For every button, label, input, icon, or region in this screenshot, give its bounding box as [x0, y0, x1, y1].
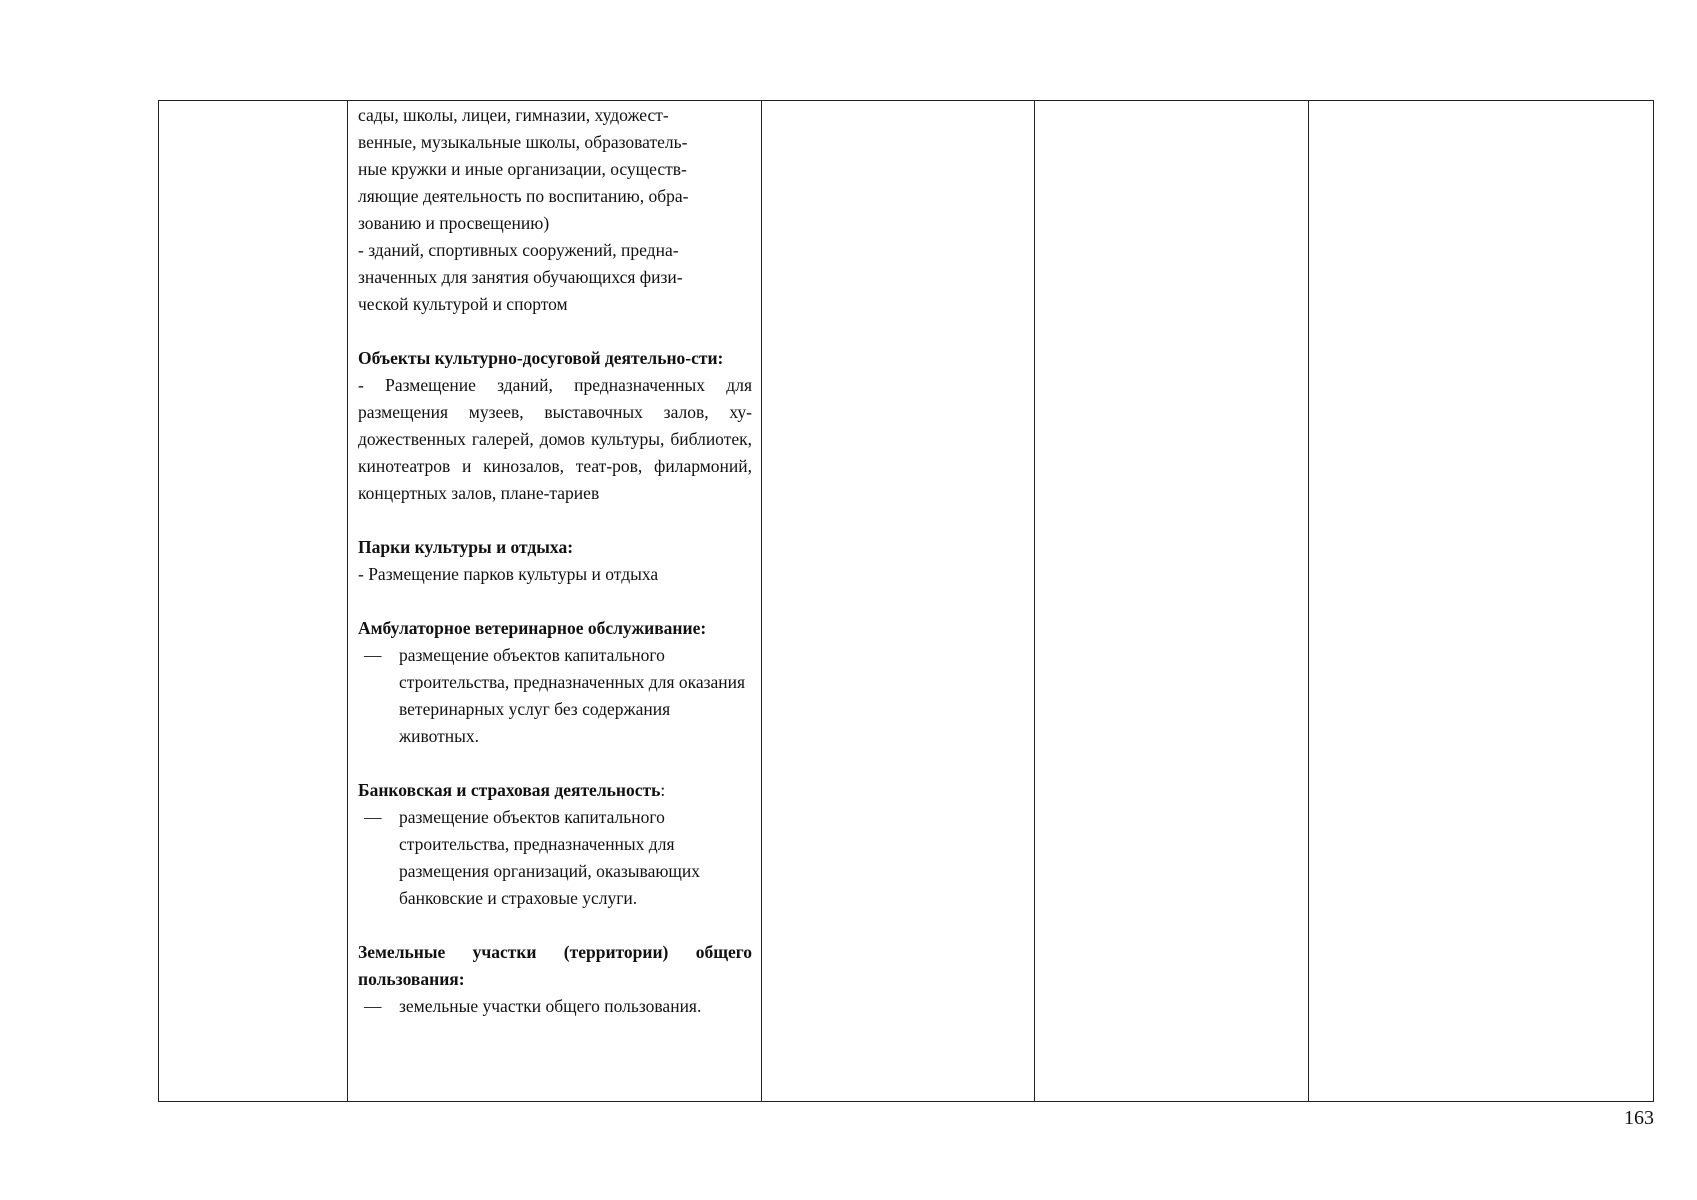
bank-list-item — [358, 804, 752, 912]
parks-heading: Парки культуры и отдыха: — [358, 537, 574, 557]
bank-heading-line — [358, 777, 752, 804]
dash-marker: — — [364, 807, 382, 827]
intro-block — [358, 102, 752, 318]
vet-heading: Амбулаторное ветеринарное обслуживание: — [358, 618, 707, 638]
intro-line: ные кружки и иные организации, осуществ- — [358, 159, 687, 179]
spacer — [358, 588, 752, 615]
bank-colon: : — [660, 780, 666, 800]
intro-line: - зданий, спортивных сооружений, предна- — [358, 240, 679, 260]
spacer — [358, 507, 752, 534]
vet-text: размещение объектов капитального строительства, предназначенных для оказания ветеринарных услуг без содержания животных. — [399, 645, 746, 746]
table-cell-col4 — [1035, 101, 1309, 1101]
land-heading: Земельные участки (территории) общего пользования: — [358, 942, 752, 989]
bank-text: размещение объектов капитального строительства, предназначенных для размещения организаций, оказывающих банковские и страховые услуги. — [399, 807, 701, 908]
dash-marker: — — [364, 996, 382, 1016]
intro-line: венные, музыкальные школы, образователь- — [358, 132, 688, 152]
land-text: земельные участки общего пользования. — [399, 996, 702, 1016]
spacer — [358, 750, 752, 777]
intro-line: сады, школы, лицеи, гимназии, художест- — [358, 105, 669, 125]
spacer — [358, 912, 752, 939]
table-cell-col3 — [762, 101, 1035, 1101]
document-table — [158, 100, 1654, 1102]
land-list-item — [358, 993, 752, 1020]
dash-marker: — — [364, 645, 382, 665]
spacer — [358, 318, 752, 345]
table-cell-permitted-uses — [348, 101, 762, 1101]
bank-heading: Банковская и страховая деятельность — [358, 780, 661, 800]
intro-line: ляющие деятельность по воспитанию, обра- — [358, 186, 689, 206]
intro-line: зованию и просвещению) — [358, 213, 550, 233]
culture-text: - Размещение зданий, предназначенных для размещения музеев, выставочных залов, ху-дожественных галерей, домов культуры, библиотек, кинотеатров и кинозалов, теат-ров, филармоний, концертных залов, плане-тариев — [358, 375, 752, 503]
table-cell-col5 — [1309, 101, 1653, 1101]
culture-heading: Объекты культурно-досуговой деятельно-сти: — [358, 348, 724, 368]
intro-line: ческой культурой и спортом — [358, 294, 568, 314]
parks-text: - Размещение парков культуры и отдыха — [358, 564, 659, 584]
vet-list-item — [358, 642, 752, 750]
intro-line: значенных для занятия обучающихся физи- — [358, 267, 683, 287]
table-cell-col1 — [159, 101, 348, 1101]
page-number: 163 — [1624, 1107, 1654, 1129]
